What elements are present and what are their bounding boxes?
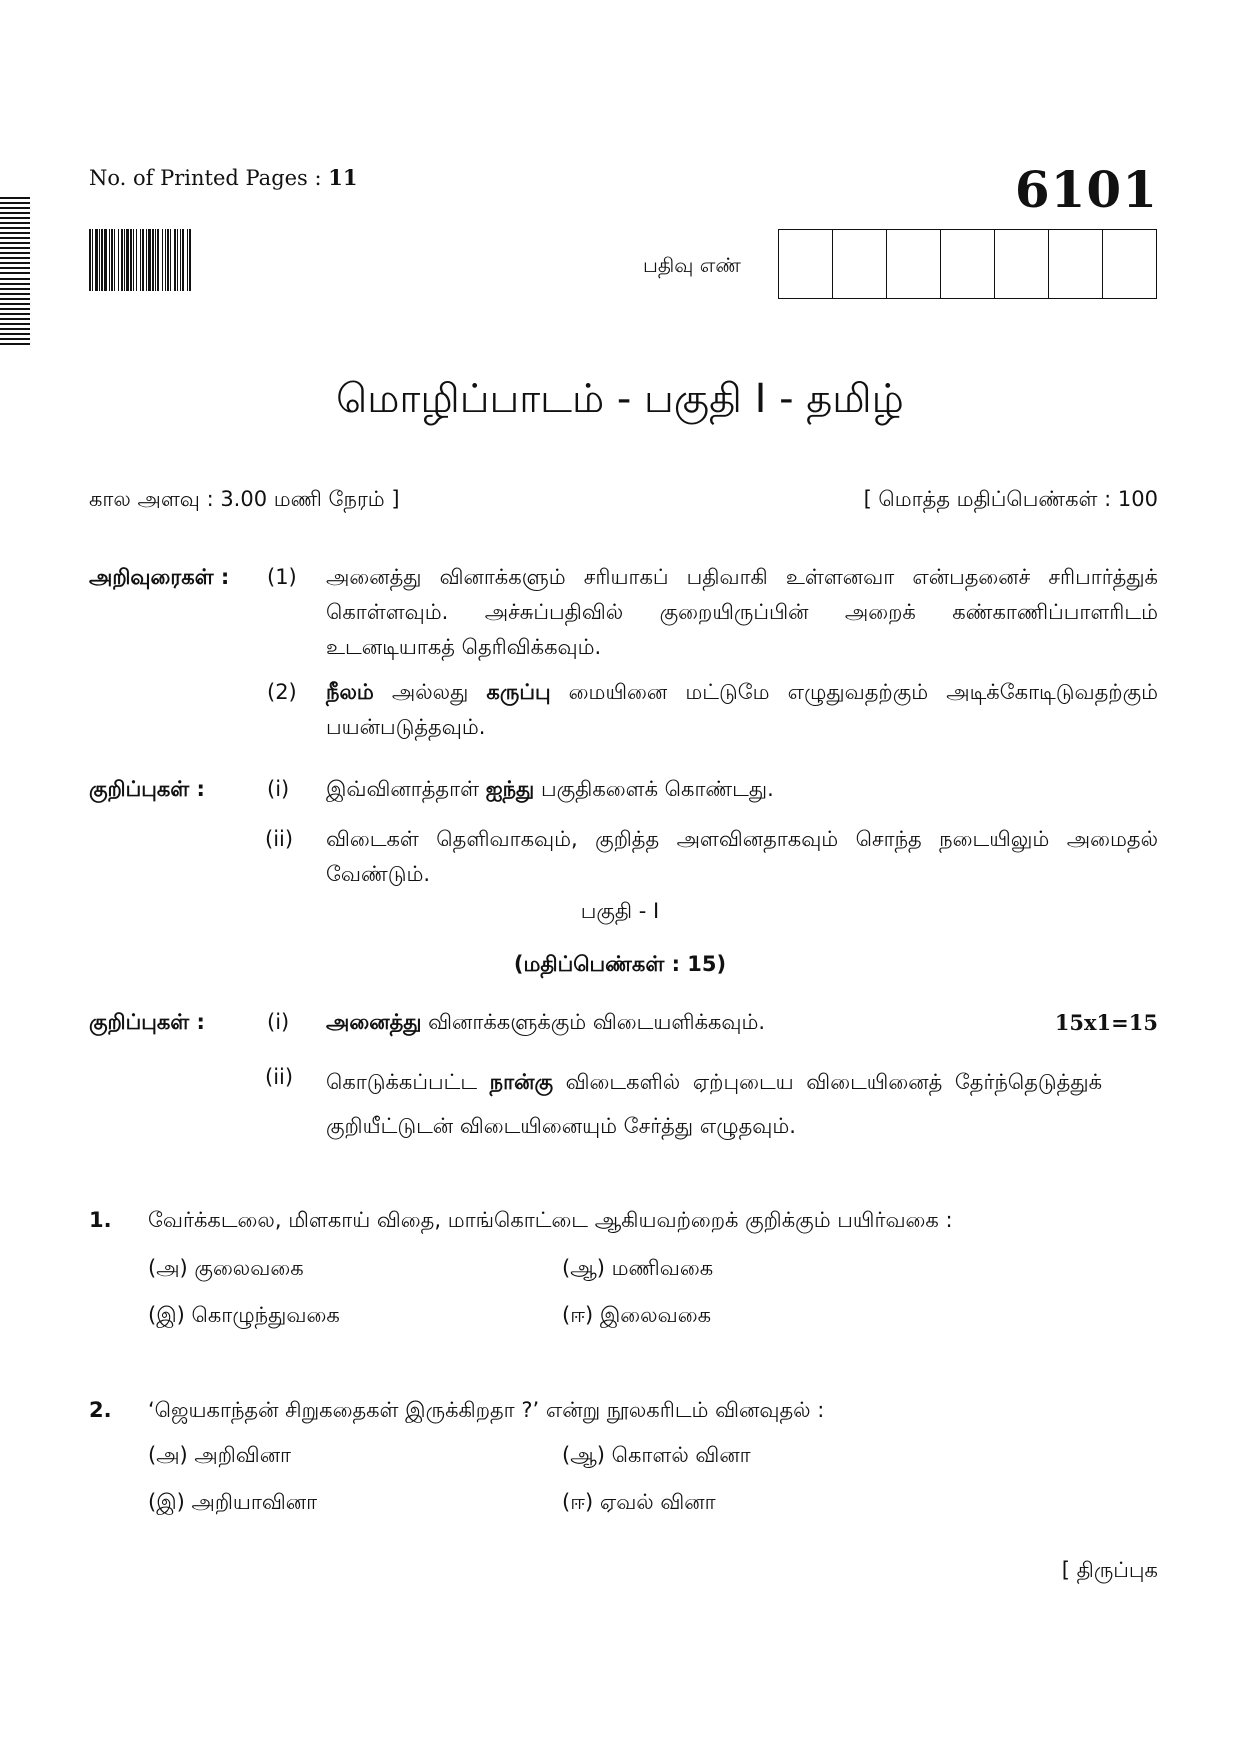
question-number: 1. [89, 1208, 112, 1232]
register-box[interactable] [941, 230, 995, 298]
register-number-boxes [778, 229, 1157, 299]
notes-heading: குறிப்புகள் : [89, 777, 205, 801]
section-marks: (மதிப்பெண்கள் : 15) [513, 952, 727, 976]
option-c: (இ) அறியாவினா [148, 1490, 318, 1514]
note-text [326, 772, 1158, 807]
barcode [89, 229, 261, 291]
or-word: அல்லது [373, 680, 487, 704]
printed-pages-value: 11 [328, 165, 358, 190]
question-number: 2. [89, 1398, 112, 1422]
duration: கால அளவு : 3.00 மணி நேரம் ] [89, 487, 400, 511]
instruction-rest: மையினை மட்டுமே எழுதுவதற்கும் அடிக்கோடிடுவதற்கும் பயன்படுத்தவும். [326, 680, 1159, 739]
option-c: (இ) கொழுந்துவகை [148, 1303, 340, 1327]
note-number: (i) [267, 777, 290, 801]
register-box[interactable] [995, 230, 1049, 298]
section-note-text [326, 1060, 1102, 1148]
section-notes-heading: குறிப்புகள் : [89, 1010, 205, 1034]
register-number-label: பதிவு எண் [643, 253, 741, 277]
note-pre: இவ்வினாத்தாள் [326, 777, 486, 801]
section-note-post: வினாக்களுக்கும் விடையளிக்கவும். [421, 1010, 766, 1034]
turn-over-note: [ திருப்புக [1061, 1558, 1158, 1582]
paper-code: 6101 [1014, 160, 1158, 219]
option-d: (ஈ) இலைவகை [562, 1303, 711, 1327]
option-b: (ஆ) மணிவகை [562, 1256, 714, 1280]
option-a: (அ) குலைவகை [148, 1256, 304, 1280]
option-b: (ஆ) கொளல் வினா [562, 1443, 751, 1467]
section-note-text [326, 1005, 926, 1040]
register-box[interactable] [779, 230, 833, 298]
register-box[interactable] [1103, 230, 1156, 298]
section-note-pre: கொடுக்கப்பட்ட [326, 1070, 490, 1094]
instruction-text: அனைத்து வினாக்களும் சரியாகப் பதிவாகி உள்ளனவா என்பதனைச் சரிபார்த்துக் கொள்ளவும். அச்சுப்பதிவில் குறையிருப்பின் அறைக் கண்காணிப்பாளரிடம் உடனடியாகத் தெரிவிக்கவும். [326, 565, 1158, 659]
printed-pages-label: No. of Printed Pages : [89, 166, 322, 190]
option-d: (ஈ) ஏவல் வினா [562, 1490, 716, 1514]
section-note-post: விடைகளில் ஏற்புடைய விடையினைத் தேர்ந்தெடுத்துக் குறியீட்டுடன் விடையினையும் சேர்த்து எழுதவும். [326, 1070, 1103, 1138]
section-note-bold: நான்கு [489, 1070, 554, 1094]
register-box[interactable] [833, 230, 887, 298]
max-marks: [ மொத்த மதிப்பெண்கள் : 100 [863, 487, 1158, 511]
note-number: (ii) [265, 827, 294, 851]
blue-ink-term: நீலம் [326, 680, 374, 704]
marks-formula: 15x1=15 [1054, 1010, 1158, 1035]
section-note-bold: அனைத்து [326, 1010, 422, 1034]
instruction-text [326, 675, 1158, 745]
margin-tick-marks [0, 197, 30, 345]
black-ink-term: கருப்பு [486, 680, 551, 704]
question-text: ‘ஜெயகாந்தன் சிறுகதைகள் இருக்கிறதா ?’ என்று நூலகரிடம் வினவுதல் : [148, 1398, 825, 1422]
register-box[interactable] [1049, 230, 1103, 298]
note-post: பகுதிகளைக் கொண்டது. [534, 777, 774, 801]
section-note-number: (ii) [265, 1065, 294, 1089]
instruction-number: (1) [267, 565, 297, 589]
exam-title: மொழிப்பாடம் - பகுதி I - தமிழ் [336, 376, 904, 422]
instructions-heading: அறிவுரைகள் : [89, 565, 230, 589]
instruction-number: (2) [267, 680, 297, 704]
note-text: விடைகள் தெளிவாகவும், குறித்த அளவினதாகவும் சொந்த நடையிலும் அமைதல் வேண்டும். [326, 827, 1158, 886]
printed-pages [89, 165, 358, 190]
option-a: (அ) அறிவினா [148, 1443, 292, 1467]
section-note-number: (i) [267, 1010, 290, 1034]
section-name: பகுதி - I [580, 899, 660, 923]
question-text: வேர்க்கடலை, மிளகாய் விதை, மாங்கொட்டை ஆகியவற்றைக் குறிக்கும் பயிர்வகை : [148, 1208, 953, 1232]
register-box[interactable] [887, 230, 941, 298]
note-bold: ஐந்து [485, 777, 535, 801]
